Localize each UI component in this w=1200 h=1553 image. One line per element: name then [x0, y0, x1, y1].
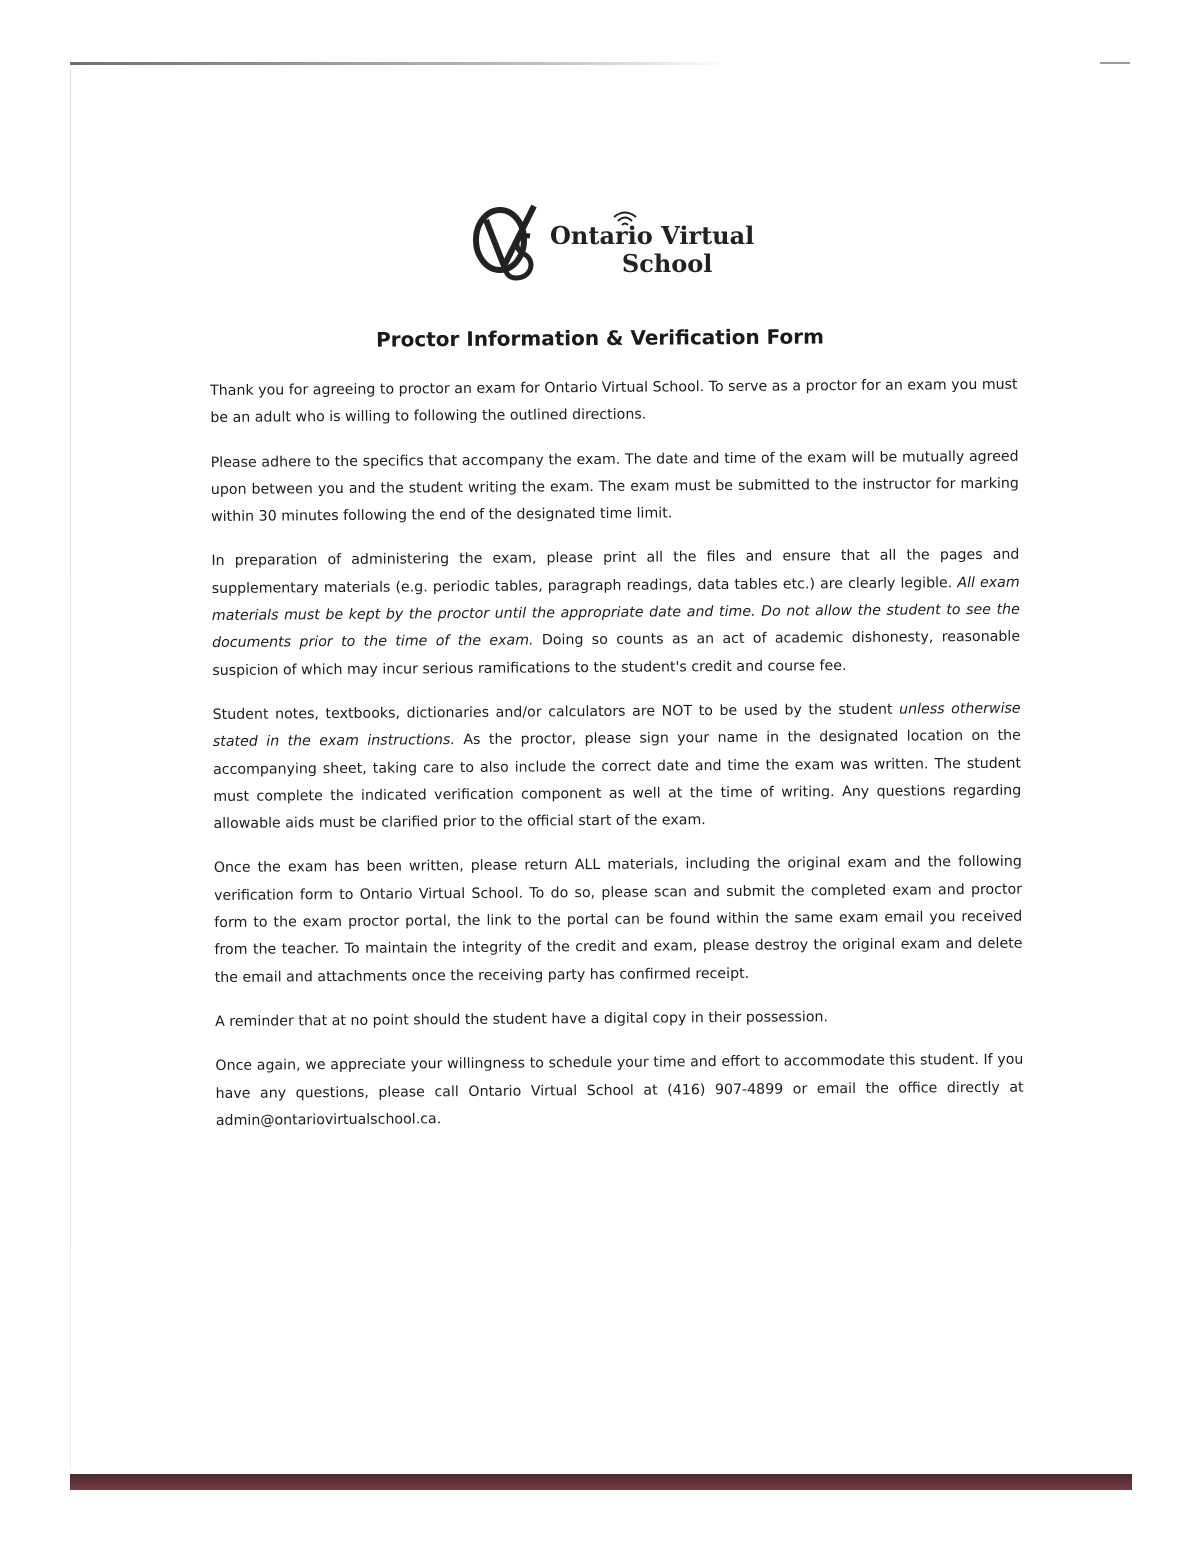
scan-top-edge-right: [1100, 62, 1130, 64]
paragraph-reminder: A reminder that at no point should the student have a digital copy in their possession.: [214, 1009, 829, 1030]
paragraph-preparation: [211, 542, 1020, 685]
scan-bottom-edge: [70, 1474, 1132, 1490]
school-logo: [472, 200, 762, 286]
paragraph-aids-text-b: As the proctor, please sign your name in the designated location on the accompanying sheet, taking care to also include the correct date and time the exam was written. The student must complete the indicated verification component as well at the time of writing. Any questions regarding allowable aids must be clarified prior to the official start of the exam.: [213, 727, 1022, 833]
scan-top-edge: [70, 62, 730, 65]
paragraph-contact: Once again, we appreciate your willingness to schedule your time and effort to accommodate this student. If you have any questions, please call Ontario Virtual School at (416) 907-4899 or email the office directly at admin@ontariovirtualschool.ca.: [215, 1051, 1024, 1129]
paragraph-preparation-text-b: Doing so counts as an act of academic dishonesty, reasonable suspicion of which may incur serious ramifications to the student's credit and course fee.: [212, 629, 1021, 679]
scan-left-edge: [70, 70, 71, 1470]
paragraph-aids-text-a: Student notes, textbooks, dictionaries and/or calculators are NOT to be used by the student: [212, 701, 900, 723]
school-name-line1: Ontario Virtual: [550, 221, 755, 250]
paragraph-preparation-text-a: In preparation of administering the exam, please print all the files and ensure that all the pages and supplementary materials (e.g. periodic tables, paragraph readings, data tables etc.) are clearly legible.: [211, 547, 1020, 597]
paragraph-specifics: Please adhere to the specifics that accompany the exam. The date and time of the exam will be mutually agreed upon between you and the student writing the exam. The exam must be submitted to the instructor for marking within 30 minutes following the end of the designated time limit.: [210, 448, 1019, 526]
paragraph-aids: [213, 696, 1022, 839]
paragraph-return: Once the exam has been written, please return ALL materials, including the original exam and the following verification form to Ontario Virtual School. To do so, please scan and submit the completed exam and proctor form to the exam proctor portal, the link to the portal can be found within the same exam email you received from the teacher. To maintain the integrity of the credit and exam, please destroy the original exam and delete the email and attachments once the receiving party has confirmed receipt.: [213, 854, 1023, 986]
paragraph-preparation-italic: All exam materials must be kept by the proctor until the appropriate date and time. Do not allow the student to see the documents prior to the time of the exam.: [211, 574, 1020, 652]
school-name-line2: School: [621, 249, 713, 278]
paragraph-aids-italic: unless otherwise stated in the exam instructions.: [212, 700, 1021, 751]
page-title: Proctor Information & Verification Form: [375, 324, 824, 352]
paragraph-intro: Thank you for agreeing to proctor an exam for Ontario Virtual School. To serve as a proctor for an exam you must be an adult who is willing to following the outlined directions.: [210, 376, 1018, 427]
form-body: [210, 372, 1024, 1152]
school-name: [550, 222, 754, 278]
ovs-monogram-icon: [472, 200, 544, 286]
